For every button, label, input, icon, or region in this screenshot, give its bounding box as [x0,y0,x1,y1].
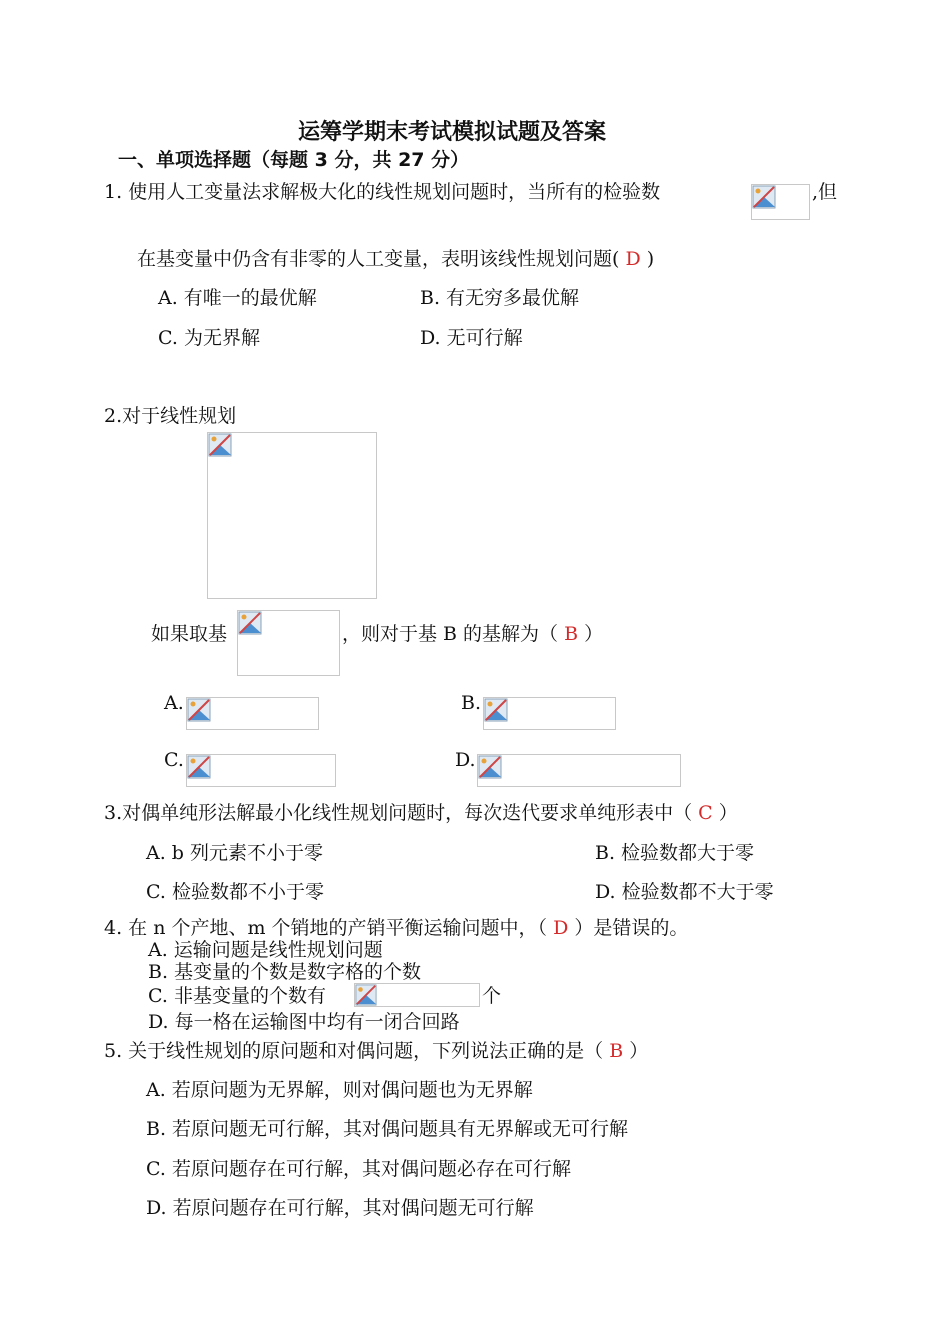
q2-option-d-image [477,754,681,787]
q2-lp-image [207,432,377,599]
q2-option-b-image [483,697,616,730]
q4-stem-text: 4. 在 n 个产地、m 个销地的产销平衡运输问题中，（ [104,917,548,939]
q4-answer: D [547,917,575,939]
q2-option-d: D. [455,749,476,771]
q5-option-c: C. 若原问题存在可行解，其对偶问题必存在可行解 [146,1158,571,1180]
q5-answer: B [603,1040,630,1062]
q4-stem [104,916,688,940]
broken-image-icon [355,984,377,1006]
q1-option-a: A. 有唯一的最优解 [158,287,317,309]
q1-option-d: D. 无可行解 [420,327,523,349]
q3-stem [104,801,738,825]
q5-option-b: B. 若原问题无可行解，其对偶问题具有无界解或无可行解 [146,1118,629,1140]
q4-option-b: B. 基变量的个数是数字格的个数 [148,961,422,983]
q2-option-c-image [186,754,336,787]
q4-option-a: A. 运输问题是线性规划问题 [148,939,383,961]
q4-close-paren: ）是错误的。 [574,917,689,939]
q5-option-d: D. 若原问题存在可行解，其对偶问题无可行解 [146,1197,534,1219]
q5-stem-text: 5. 关于线性规划的原问题和对偶问题，下列说法正确的是（ [104,1040,604,1062]
page-title: 运筹学期末考试模拟试题及答案 [298,120,607,145]
q1-stem-line1: 1. 使用人工变量法求解极大化的线性规划问题时，当所有的检验数 [104,181,661,203]
q1-stem-line2 [137,247,654,271]
q2-option-b: B. [461,692,482,714]
q1-close-paren: ) [646,248,655,270]
q3-option-b: B. 检验数都大于零 [595,842,755,864]
q2-line-text: ，则对于基 B 的基解为（ [342,623,559,645]
q5-stem [104,1039,648,1063]
broken-image-icon [187,698,211,722]
q4-option-d: D. 每一格在运输图中均有一闭合回路 [148,1011,460,1033]
broken-image-icon [752,185,776,209]
q3-option-a: A. b 列元素不小于零 [146,842,324,864]
q2-close-paren: ） [584,623,604,645]
q2-answer: B [558,623,585,645]
q1-answer: D [619,248,647,270]
q1-option-b: B. 有无穷多最优解 [420,287,580,309]
q3-close-paren: ） [718,802,738,824]
q3-option-d: D. 检验数都不大于零 [595,881,774,903]
q1-option-c: C. 为无界解 [158,327,260,349]
q1-stem-text: 在基变量中仍含有非零的人工变量，表明该线性规划问题( [137,248,620,270]
broken-image-icon [238,611,262,635]
broken-image-icon [484,698,508,722]
broken-image-icon [187,755,211,779]
q2-basis-image [237,610,340,676]
q4-option-c: C. 非基变量的个数有 [148,985,326,1007]
q2-stem: 2.对于线性规划 [104,405,237,427]
broken-image-icon [478,755,502,779]
q5-close-paren: ） [629,1040,649,1062]
q3-answer: C [692,802,719,824]
q2-line-tail [342,622,603,646]
q4-option-c-tail: 个 [482,985,502,1007]
q1-formula-image [751,184,810,220]
q5-option-a: A. 若原问题为无界解，则对偶问题也为无界解 [146,1079,533,1101]
section-heading: 一、单项选择题（每题 3 分，共 27 分） [118,149,470,171]
q2-option-a-image [186,697,319,730]
q2-option-a: A. [164,692,184,714]
q2-line-prefix: 如果取基 [151,623,228,645]
broken-image-icon [208,433,232,457]
q3-stem-text: 3.对偶单纯形法解最小化线性规划问题时，每次迭代要求单纯形表中（ [104,802,693,824]
q2-option-c: C. [164,749,184,771]
q3-option-c: C. 检验数都不小于零 [146,881,324,903]
q4-option-c-image [354,983,480,1007]
q1-stem-tail: ,但 [812,181,838,203]
